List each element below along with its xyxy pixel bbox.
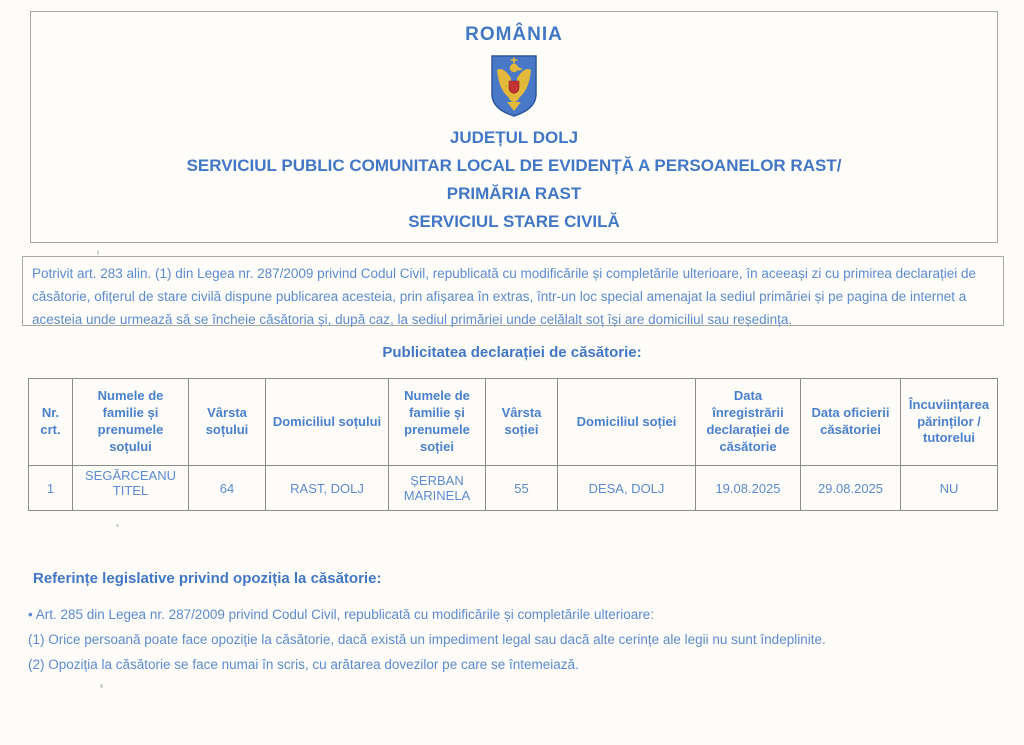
header-line-cityhall: PRIMĂRIA RAST <box>446 184 582 203</box>
cell-wife-domicile: DESA, DOLJ <box>558 466 696 511</box>
marriage-declaration-table <box>28 378 998 511</box>
scan-artifact <box>100 684 103 688</box>
references-title: Referințe legislative privind opoziția la căsătorie: <box>33 570 382 587</box>
cell-parental-consent: NU <box>901 466 998 511</box>
romanian-coat-of-arms-icon <box>490 54 538 118</box>
header-line-service: SERVICIUL PUBLIC COMUNITAR LOCAL DE EVIDENȚĂ A PERSOANELOR RAST/ <box>186 156 842 175</box>
cell-nr-crt: 1 <box>29 466 73 511</box>
cell-ceremony-date: 29.08.2025 <box>801 466 901 511</box>
header-line-county: JUDEȚUL DOLJ <box>449 128 579 147</box>
col-header-wife-domicile: Domiciliul soției <box>558 379 696 466</box>
table-header-row <box>29 379 998 466</box>
cell-registration-date: 19.08.2025 <box>696 466 801 511</box>
col-header-registration-date: Data înregistrării declarației de căsătorie <box>696 379 801 466</box>
reference-item-art285: • Art. 285 din Legea nr. 287/2009 privind Codul Civil, republicată cu modificările și completările ulterioare: <box>28 607 655 622</box>
header-line-civil-status: SERVICIUL STARE CIVILĂ <box>408 212 620 231</box>
country-title: ROMÂNIA <box>465 24 563 45</box>
document-header-box <box>30 11 998 243</box>
col-header-nr-crt: Nr. crt. <box>29 379 73 466</box>
col-header-husband-domicile: Domiciliul soțului <box>266 379 389 466</box>
references-list <box>28 602 988 677</box>
reference-item-par1: (1) Orice persoană poate face opoziție la căsătorie, dacă există un impediment legal sau dacă alte cerințe ale legii nu sunt îndeplinite. <box>28 632 826 647</box>
reference-item-par2: (2) Opoziția la căsătorie se face numai în scris, cu arătarea dovezilor pe care se întemeiază. <box>28 657 579 672</box>
cell-wife-name: ȘERBAN MARINELA <box>389 466 486 511</box>
table-row <box>29 466 998 511</box>
legal-notice-text: Potrivit art. 283 alin. (1) din Legea nr. 287/2009 privind Codul Civil, republicată cu modificările și completările ulterioare, în aceeași zi cu primirea declarației de căsătorie, ofițerul de stare civilă dispune publicarea acesteia, prin afișarea în extras, într-un loc special amenajat la sediul primăriei și pe pagina de internet a acesteia unde urmează să se încheie căsătoria și, după caz, la sediul primăriei unde celălalt soț își are domiciliul sau reședința. <box>32 266 976 327</box>
cell-wife-age: 55 <box>486 466 558 511</box>
col-header-parental-consent: Încuviințarea părinților / tutorelui <box>901 379 998 466</box>
col-header-husband-age: Vârsta soțului <box>189 379 266 466</box>
scan-artifact <box>97 250 99 255</box>
cell-husband-domicile: RAST, DOLJ <box>266 466 389 511</box>
header-lines <box>31 124 997 236</box>
legal-notice-box <box>22 256 1004 326</box>
col-header-ceremony-date: Data oficierii căsătoriei <box>801 379 901 466</box>
scan-artifact <box>116 524 119 527</box>
cell-husband-age: 64 <box>189 466 266 511</box>
col-header-wife-name: Numele de familie și prenumele soției <box>389 379 486 466</box>
col-header-husband-name: Numele de familie și prenumele soțului <box>73 379 189 466</box>
cell-husband-name: SEGĂRCEANU TITEL <box>73 466 189 511</box>
publicity-section-title: Publicitatea declarației de căsătorie: <box>382 344 642 361</box>
col-header-wife-age: Vârsta soției <box>486 379 558 466</box>
